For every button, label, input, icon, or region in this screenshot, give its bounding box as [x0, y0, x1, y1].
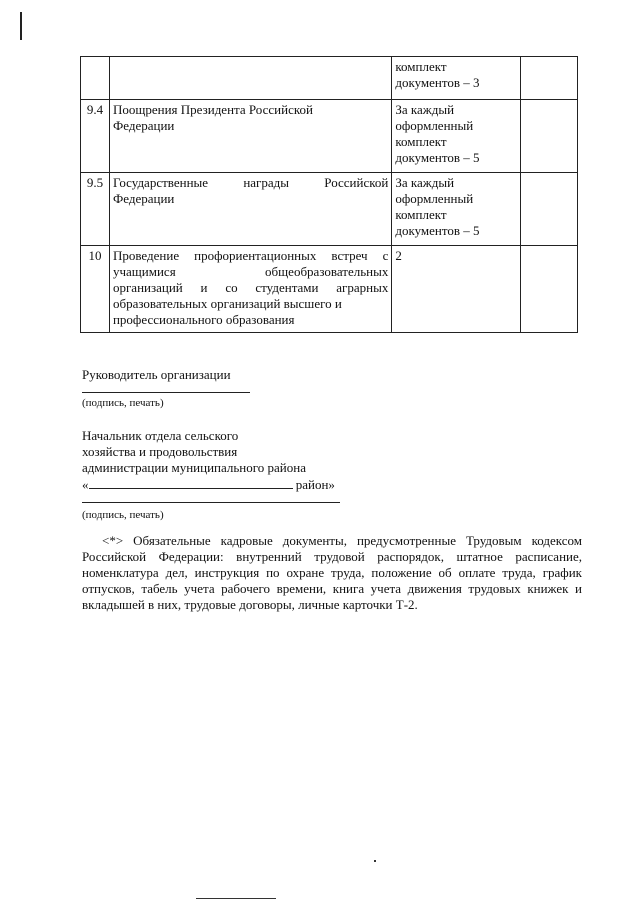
- signature-block-organization-head: [82, 367, 250, 411]
- row-number-cell: 10: [81, 246, 110, 333]
- signature-title-line: хозяйства и продовольствия: [82, 444, 238, 459]
- row-score-cell: [521, 100, 578, 173]
- page-edge-mark: [20, 12, 22, 40]
- name-line: образовательных организаций высшего и: [112, 296, 342, 311]
- norm-line: 2: [395, 248, 402, 263]
- row-norm-cell: [392, 173, 521, 246]
- table-row: [81, 57, 578, 100]
- row-number-cell: 9.5: [81, 173, 110, 246]
- norm-line: оформленный: [395, 118, 474, 133]
- row-norm-cell: [392, 246, 521, 333]
- name-line: профессионального образования: [112, 312, 295, 327]
- table-row: [81, 246, 578, 333]
- scan-dot: [374, 860, 376, 862]
- norm-line: За каждый: [395, 175, 455, 190]
- signature-line: [82, 501, 340, 503]
- row-norm-cell: [392, 57, 521, 100]
- row-norm-cell: [392, 100, 521, 173]
- row-score-cell: [521, 173, 578, 246]
- name-line: Федерации: [112, 118, 175, 133]
- name-line: Поощрения Президента Российской: [112, 102, 313, 117]
- row-name-cell: [109, 100, 391, 173]
- name-line: организаций и со студентами аграрных: [112, 280, 389, 295]
- table-row: [81, 100, 578, 173]
- footnote-text: <*> Обязательные кадровые документы, предусмотренные Трудовым кодексом Российской Федерации: внутренний трудовой распорядок, штатное расписание, номенклатура дел, инструкция по охране труда, положение об оплате труда, график отпусков, табель учета рабочего времени, книга учета движения трудовых книжек и вкладышей в них, трудовые договоры, личные карточки Т-2.: [82, 533, 582, 612]
- row-name-cell: [109, 173, 391, 246]
- norm-line: оформленный: [395, 191, 474, 206]
- norm-line: документов – 3: [395, 75, 480, 90]
- district-suffix: район»: [295, 477, 335, 492]
- district-line: [82, 476, 340, 493]
- norm-line: комплект: [395, 134, 447, 149]
- award-criteria-table: [80, 56, 578, 333]
- signature-caption: (подпись, печать): [82, 397, 164, 409]
- signature-block-agriculture-department: [82, 428, 340, 523]
- name-line: Федерации: [112, 191, 175, 206]
- name-line: Проведение профориентационных встреч с: [112, 248, 389, 263]
- norm-line: документов – 5: [395, 223, 480, 238]
- row-number-cell: [81, 57, 110, 100]
- row-score-cell: [521, 246, 578, 333]
- signature-title-line: Начальник отдела сельского: [82, 428, 239, 443]
- row-name-cell: [109, 57, 391, 100]
- norm-line: комплект: [395, 59, 447, 74]
- row-number-cell: 9.4: [81, 100, 110, 173]
- signature-title-line: администрации муниципального района: [82, 460, 306, 475]
- signature-line: [82, 391, 250, 393]
- signature-title: Руководитель организации: [82, 367, 231, 382]
- scan-bottom-line: [196, 898, 276, 899]
- name-line: учащимися общеобразовательных: [112, 264, 389, 279]
- norm-line: комплект: [395, 207, 447, 222]
- name-line: Государственные награды Российской: [112, 175, 389, 190]
- row-name-cell: [109, 246, 391, 333]
- row-score-cell: [521, 57, 578, 100]
- norm-line: документов – 5: [395, 150, 480, 165]
- table-row: [81, 173, 578, 246]
- quote-open: «: [82, 477, 89, 492]
- district-blank: [89, 476, 293, 489]
- norm-line: За каждый: [395, 102, 455, 117]
- signature-caption: (подпись, печать): [82, 509, 164, 521]
